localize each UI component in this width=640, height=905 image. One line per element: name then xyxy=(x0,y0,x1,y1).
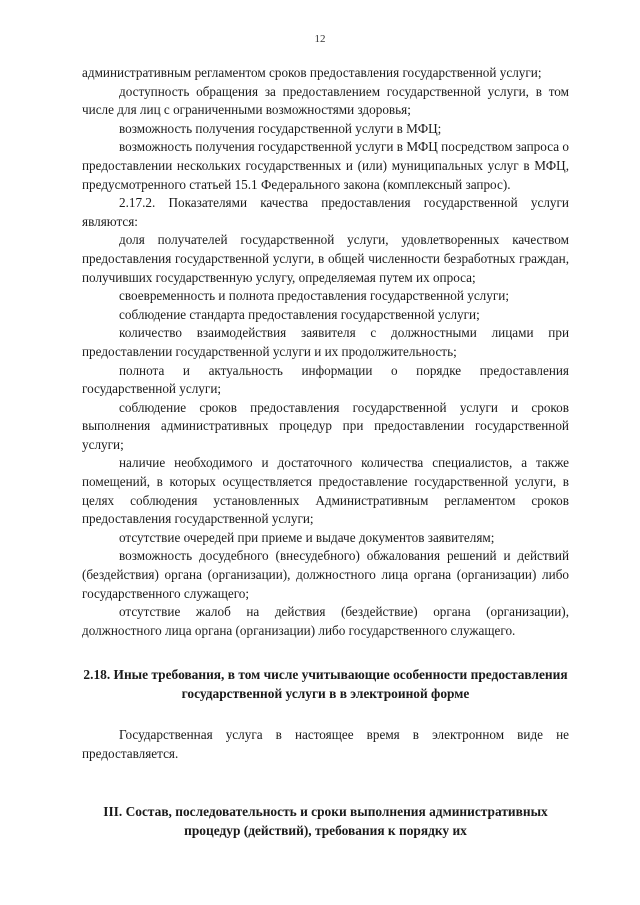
paragraph-standard-compliance: соблюдение стандарта предоставления государственной услуги; xyxy=(119,306,480,322)
paragraph-accessibility: доступность обращения за предоставлением государственной услуги, в том числе для лиц с ограниченными возможностями здоровья; xyxy=(82,83,569,118)
section-heading-2-18: 2.18. Иные требования, в том числе учитывающие особенности предоставления государственной услуги в в электроиной форме xyxy=(83,667,568,702)
section-heading-III: III. Состав, последовательность и сроки выполнения административных процедур (действий), требования к порядку их xyxy=(103,803,548,838)
paragraph-mfc-possibility: возможность получения государственной услуги в МФЦ; xyxy=(119,120,442,136)
paragraph-deadlines: соблюдение сроков предоставления государственной услуги и сроков выполнения административных процедур при предоставлении государственной услуги; xyxy=(82,399,569,452)
paragraph-specialists: наличие необходимого и достаточного количества специалистов, а также помещений, в которых осуществляется предоставление государственной услуги, в целях соблюдения установленных Административным регламентом сроков предоставления государственной услуги; xyxy=(82,455,569,527)
paragraph-continuation: административным регламентом сроков предоставления государственной услуги; xyxy=(82,65,542,80)
paragraph-no-complaints: отсутствие жалоб на действия (бездействие) органа (организации), должностного лица органа (организации) либо государственного служащего. xyxy=(82,604,569,638)
document-body xyxy=(82,64,569,840)
paragraph-interaction-count: количество взаимодействия заявителя с должностными лицами при предоставлении государственной услуги и их продолжительность; xyxy=(82,325,569,359)
paragraph-appeal-possibility: возможность досудебного (внесудебного) обжалования решений и действий (бездействия) органа (организации), должностного лица органа (организации) либо государственного служащего; xyxy=(82,548,569,601)
paragraph-2-17-2: 2.17.2. Показателями качества предоставления государственной услуги являются: xyxy=(82,195,569,229)
paragraph-electronic-form: Государственная услуга в настоящее время в электронном виде не предоставляется. xyxy=(82,727,569,761)
paragraph-timeliness: своевременность и полнота предоставления государственной услуги; xyxy=(119,288,509,304)
paragraph-information-completeness: полнота и актуальность информации о порядке предоставления государственной услуги; xyxy=(82,362,569,397)
paragraph-satisfied-share: доля получателей государственной услуги, удовлетворенных качеством предоставления государственной услуги, в общей численности безработных граждан, получивших государственную услугу, определяемая путем их опроса; xyxy=(82,232,569,285)
page-number: 12 xyxy=(314,33,326,45)
paragraph-no-queues: отсутствие очередей при приеме и выдаче документов заявителям; xyxy=(119,529,495,545)
paragraph-complex-request: возможность получения государственной услуги в МФЦ посредством запроса о предоставлении нескольких государственных и (или) муниципальных услуг в МФЦ, предусмотренного статьей 15.1 Федерального закона (комплексный запрос). xyxy=(82,139,569,192)
